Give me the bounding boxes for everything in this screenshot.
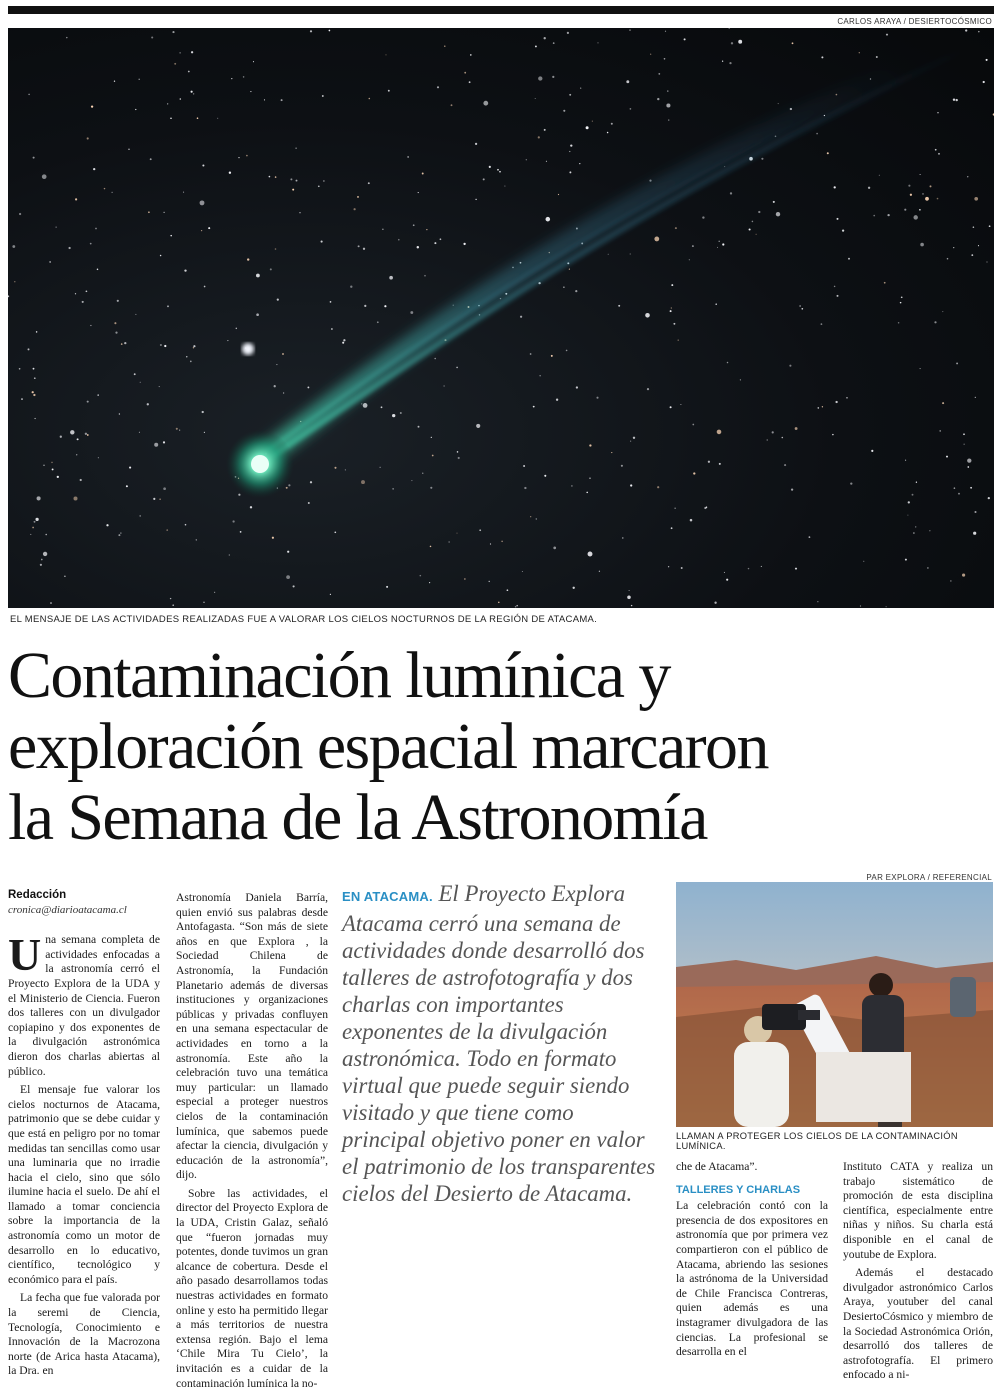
article-column-4 xyxy=(676,1160,828,1364)
top-rule xyxy=(8,6,994,14)
headline-line-2: exploración espacial marcaron xyxy=(8,710,768,783)
article-column-2 xyxy=(176,891,328,1395)
paragraph: Instituto CATA y realiza un trabajo sistemático de promoción de esta disciplina científica, especialmente entre niñas y niños. Su charla está disponible en el canal de youtube de Explora. xyxy=(843,1160,993,1261)
photo-credit-right: PAR EXPLORA / REFERENCIAL xyxy=(866,873,992,882)
byline-email: cronica@diarioatacama.cl xyxy=(8,903,127,916)
lead-paragraph xyxy=(342,880,660,1207)
headline xyxy=(8,640,998,853)
paragraph xyxy=(8,929,160,1079)
photo-credit-top: CARLOS ARAYA / DESIERTOCÓSMICO xyxy=(837,17,992,26)
headline-line-3: la Semana de la Astronomía xyxy=(8,781,707,854)
article-column-5 xyxy=(843,1160,993,1387)
paragraph-text: na semana completa de actividades enfocadas a la astronomía cerró el Proyecto Explora de la UDA y el Ministerio de Ciencia. Fueron dos talleres con un divulgador copiapino y dos exponentes de la divulgación astronómica dieron dos charlas abiertas al público. xyxy=(8,933,160,1078)
paragraph: Astronomía Daniela Barría, quien envió sus palabras desde Antofagasta. “Son más de siete años en que Explora , la Sociedad Chilena de Astronomía, la Fundación Planetario además de diversas instituciones y organizaciones públicas y privadas confluyen en una semana espectacular de actividades en torno a la astronomía. Este año la celebración tuvo una temática muy particular: un llamado especial a proteger nuestros cielos de la contaminación lumínica, que sabemos puede afectar la ciencia, divulgación y educación de la astronomía”, dijo. xyxy=(176,891,328,1182)
paragraph: El mensaje fue valorar los cielos nocturnos de Atacama, patrimonio que se debe cuidar y que está en peligro por no tomar medidas tan sencillas como usar una luminaria que no irradie hacia el cielo, sino que sólo ilumine hacia el suelo. De ahí el llamado a tomar conciencia sobre la importancia de la astronomía como un motor de desarrollo en lo educativo, científico, tecnológico y económico para el país. xyxy=(8,1083,160,1286)
paragraph: Sobre las actividades, el director del Proyecto Explora de la UDA, Cristin Galaz, señaló que “fueron jornadas muy potentes, donde tuvimos un gran alcance de cobertura. Desde el año pasado desarrollamos todas nuestras actividades en formato online y esto ha permitido llegar a más territorios de nuestra extensa región. Bajo el lema ‘Chile Mira Tu Cielo’, la invitación es a cuidar de la contaminación lumínica la no- xyxy=(176,1186,328,1390)
telescope-scene xyxy=(676,882,993,1127)
lead-kicker: EN ATACAMA. xyxy=(342,889,433,904)
caption-right: LLAMAN A PROTEGER LOS CIELOS DE LA CONTAMINACIÓN LUMÍNICA. xyxy=(676,1131,958,1151)
article-column-1 xyxy=(8,888,160,1383)
subhead: TALLERES Y CHARLAS xyxy=(676,1183,801,1196)
telescope-photo xyxy=(676,882,993,1127)
paragraph: che de Atacama”. xyxy=(676,1160,758,1173)
lead-text: El Proyecto Explora Atacama cerró una semana de actividades donde desarrolló dos talleres de astrofotografía y dos charlas con importantes exponentes de la divulgación astronómica. Todo en formato virtual que puede seguir siendo visitado y que tiene como principal objetivo poner en valor el patrimonio de los transparentes cielos del Desierto de Atacama. xyxy=(342,881,656,1206)
byline: Redacción xyxy=(8,889,67,901)
paragraph: Además el destacado divulgador astronómico Carlos Araya, youtuber del canal DesiertoCósmico y miembro de la Sociedad Astronómica Orión, desarrolló dos talleres de astrofotografía. El primero enfocado a ni- xyxy=(843,1266,993,1382)
paragraph: La fecha que fue valorada por la seremi de Ciencia, Tecnología, Conocimiento e Innovación de la Macrozona norte (de Arica hasta Atacama), la Dra. en xyxy=(8,1291,160,1378)
comet-photo xyxy=(8,28,994,608)
dropcap: U xyxy=(8,929,42,981)
paragraph: La celebración contó con la presencia de dos expositores en astronomía que por primera vez compartieron con el público de Atacama, abriendo las sesiones la astrónoma de la Universidad de Chile Francisca Contreras, quien además es una instagramer divulgadora de las ciencias. La profesional se desarrolla en el xyxy=(676,1199,828,1359)
comet-starfield xyxy=(8,28,994,608)
caption-top: EL MENSAJE DE LAS ACTIVIDADES REALIZADAS FUE A VALORAR LOS CIELOS NOCTURNOS DE LA REGIÓN DE ATACAMA. xyxy=(10,614,598,625)
headline-line-1: Contaminación lumínica y xyxy=(8,639,670,712)
